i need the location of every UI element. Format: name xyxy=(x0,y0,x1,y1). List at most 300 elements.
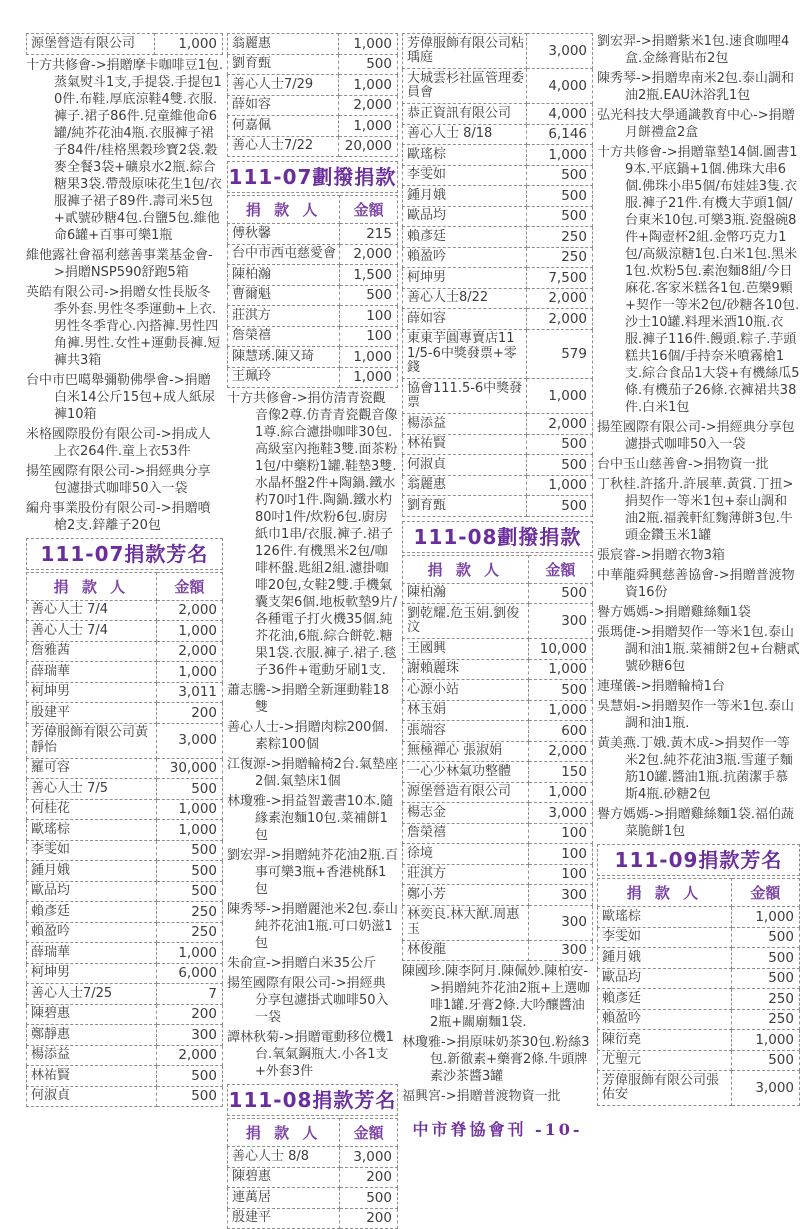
amount-cell: 500 xyxy=(340,1188,398,1209)
donation-table xyxy=(597,878,800,1106)
donor-name-cell: 陳碧惠 xyxy=(27,1004,157,1025)
donor-name-cell: 李雯如 xyxy=(27,840,157,861)
donor-name-cell: 善心人士8/22 xyxy=(403,288,527,309)
table-row xyxy=(228,54,398,75)
amount-cell: 300 xyxy=(528,604,592,639)
donation-entry: 陳秀琴->捐贈卑南米2包.泰山調和油2瓶.EAU沐浴乳1包 xyxy=(597,71,794,103)
donor-name-cell: 薛瑞華 xyxy=(27,662,157,683)
donor-name-cell: 張端容 xyxy=(403,721,529,742)
amount-cell: 1,500 xyxy=(340,265,398,286)
donation-table xyxy=(402,555,593,962)
table-row xyxy=(598,1009,800,1030)
table-row xyxy=(228,244,398,265)
amount-cell: 500 xyxy=(156,881,222,902)
table-row xyxy=(403,165,593,186)
amount-cell: 100 xyxy=(340,326,398,347)
amount-cell: 20,000 xyxy=(339,136,398,157)
table-row xyxy=(598,1050,800,1071)
amount-cell: 2,000 xyxy=(156,600,222,621)
donation-entry: 劉宏羿->捐贈紫米1包.速食咖哩4盒.金絲膏貼布2包 xyxy=(597,34,790,66)
amount-cell: 500 xyxy=(731,927,799,948)
amount-cell: 1,000 xyxy=(156,799,222,820)
table-row xyxy=(403,885,593,906)
donor-name-cell: 林祐賢 xyxy=(27,1066,157,1087)
amount-cell: 2,000 xyxy=(156,1045,222,1066)
table-row xyxy=(27,723,223,758)
table-row xyxy=(228,95,398,116)
amount-cell: 1,000 xyxy=(156,662,222,683)
column-4-blocks xyxy=(597,33,800,1106)
donation-entry: 連瑾儀->捐贈輪椅1台 xyxy=(597,679,725,694)
donor-header-cell: 捐 款 人 xyxy=(598,879,732,907)
amount-cell: 150 xyxy=(528,762,592,783)
donor-name-cell: 善心人士 8/8 xyxy=(228,1147,340,1168)
table-row xyxy=(228,34,398,55)
section-title: 111-09捐款芳名 xyxy=(597,844,800,876)
donor-name-cell: 歐品均 xyxy=(403,206,527,227)
table-row xyxy=(403,268,593,289)
amount-cell: 2,000 xyxy=(527,288,593,309)
donation-entry: 維他露社會福利慈善事業基金會->捐贈NSP590舒跑5箱 xyxy=(26,247,213,280)
amount-cell: 200 xyxy=(156,703,222,724)
amount-cell: 500 xyxy=(340,285,398,306)
donation-entry: 張宸睿->捐贈衣物3箱 xyxy=(597,548,725,563)
amount-cell: 1,000 xyxy=(155,34,223,55)
donation-entry: 揚笙國際有限公司->捐經典分享包濾掛式咖啡50入一袋 xyxy=(597,420,795,452)
table-row xyxy=(403,782,593,803)
donation-entry: 編舟事業股份有限公司->捐贈噴槍2支.鋅離子20包 xyxy=(26,500,211,533)
section-title: 111-07捐款芳名 xyxy=(26,538,223,570)
donor-name-cell: 善心人士7/22 xyxy=(228,136,339,157)
amount-cell: 500 xyxy=(527,186,593,207)
amount-cell: 250 xyxy=(527,247,593,268)
amount-cell: 1,000 xyxy=(156,820,222,841)
table-row xyxy=(403,803,593,824)
table-row xyxy=(27,1045,223,1066)
donor-name-cell: 芳偉服飾有限公司張佑安 xyxy=(598,1071,732,1106)
donation-entry: 米格國際股份有限公司->捐成人上衣264件.童上衣53件 xyxy=(26,426,211,459)
donor-name-cell: 源堡營造有限公司 xyxy=(403,782,529,803)
donor-name-cell: 連萬居 xyxy=(228,1188,340,1209)
amount-cell: 30,000 xyxy=(156,758,222,779)
donation-table xyxy=(227,195,398,388)
table-row xyxy=(598,948,800,969)
donor-name-cell: 莊淇方 xyxy=(228,306,340,327)
table-row xyxy=(403,34,593,69)
table-row xyxy=(403,721,593,742)
amount-cell: 2,000 xyxy=(339,95,398,116)
amount-cell: 300 xyxy=(528,905,592,940)
table-header-row xyxy=(228,196,398,224)
donation-entry: 黃美燕.丁娥.黃木成->捐契作一等米2包.純芥花油3瓶.雪蓮子麵筋10罐.醬油1瓶.抗菌潔手慕斯4瓶.砂糖2包 xyxy=(597,736,793,802)
donation-entry: 十方共修會->捐仿清青瓷觀音像2尊.仿青青瓷觀音像1尊.綜合濾掛咖啡30包.高級室內拖鞋3雙.面茶粉1包/中藥粉1罐.鞋墊3雙.水晶杯盤2件+陶鍋.鐵水杓70吋1件.陶鍋.鐵水杓80吋1件/炊粉6包.廚房紙巾1串/衣服.褲子.裙子126件.有機黑米2包/咖啡杯盤.匙組2組.濾掛咖啡20包,女鞋2雙.手機氣囊支架6個.地板軟墊9片/各種電子打火機35個.純芥花油,6瓶.綜合餅乾.糖果1袋.衣服.褲子.裙子.毯子36件+電動牙刷1支. xyxy=(227,391,398,678)
donor-name-cell: 薛如容 xyxy=(228,95,339,116)
table-row xyxy=(228,1188,398,1209)
table-header-row xyxy=(27,572,223,600)
amount-cell: 1,000 xyxy=(340,347,398,368)
table-row xyxy=(598,1071,800,1106)
amount-header-cell: 金額 xyxy=(156,572,222,600)
amount-cell: 100 xyxy=(528,844,592,865)
amount-cell: 1,000 xyxy=(340,367,398,388)
donor-name-cell: 何淑貞 xyxy=(27,1086,157,1107)
table-row xyxy=(27,922,223,943)
donor-name-cell: 林祐賢 xyxy=(403,434,527,455)
table-row xyxy=(27,662,223,683)
donation-entry: 陳國珍.陳李阿月.陳佩妙.陳柏安->捐贈純芥花油2瓶+上選咖啡1罐.牙膏2條.大吟釀醬油2瓶+關廟麵1袋. xyxy=(402,964,591,1030)
amount-cell: 1,000 xyxy=(527,475,593,496)
donor-name-cell: 歐瑤棕 xyxy=(598,907,732,928)
table-row xyxy=(403,496,593,517)
donation-entry: 吳慧娟->捐贈契作一等米1包.泰山調和油1瓶. xyxy=(597,699,794,731)
table-row xyxy=(228,1167,398,1188)
amount-cell: 1,000 xyxy=(339,116,398,137)
table-row xyxy=(27,779,223,800)
donor-name-cell: 鍾月娥 xyxy=(27,861,157,882)
table-row xyxy=(228,367,398,388)
donor-name-cell: 劉育甄 xyxy=(403,496,527,517)
donation-entry: 台中玉山慈善會->捐物資一批 xyxy=(597,457,769,472)
donor-name-cell: 鄭小芳 xyxy=(403,885,529,906)
section-title: 111-08劃撥捐款 xyxy=(402,521,593,553)
amount-cell: 250 xyxy=(731,1009,799,1030)
donor-name-cell: 賴盈吟 xyxy=(598,1009,732,1030)
donor-name-cell: 劉乾耀.危玉娟.劉俊汶 xyxy=(403,604,529,639)
table-row xyxy=(403,379,593,414)
table-row xyxy=(228,265,398,286)
table-row xyxy=(27,840,223,861)
donation-entry: 台中市巴噶舉彌勒佛學會->捐贈白米14公斤15包+成人紙尿褲10箱 xyxy=(26,372,215,422)
amount-cell: 250 xyxy=(156,922,222,943)
column-4 xyxy=(597,33,800,1131)
donor-name-cell: 詹雅茜 xyxy=(27,641,157,662)
donor-name-cell: 柯坤男 xyxy=(403,268,527,289)
donor-name-cell: 善心人士 8/18 xyxy=(403,124,527,145)
section-title: 111-07劃撥捐款 xyxy=(227,161,398,193)
donor-name-cell: 東東芋圓專賣店111/5-6中獎發票+零錢 xyxy=(403,329,527,379)
donation-entry: 譚林秋菊->捐贈電動移位機1台.氧氣鋼瓶大.小各1支+外套3件 xyxy=(227,1030,394,1079)
donor-name-cell: 薛瑞華 xyxy=(27,943,157,964)
donor-name-cell: 曹爾魁 xyxy=(228,285,340,306)
table-row xyxy=(598,989,800,1010)
donor-name-cell: 翁麗惠 xyxy=(228,34,339,55)
donation-table xyxy=(227,33,398,157)
table-row xyxy=(403,639,593,660)
donation-entry: 十方共修會->捐贈靠墊14個.圖書19本.平底鍋+1個.佛珠大串6個.佛珠小串5個/布娃娃3隻.衣服.褲子21件.有機大芋頭1個/台東米10包.可樂3瓶.瓷盤碗8件+陶壺杯2組.金幣巧克力1包/高級涼糖1包.白米1包.黑米1包.炊粉5包.素泡麵8組/今日麻花.客家米糕各1包.芭樂9顆+契作一等米2包/砂糖各10包.沙士10罐.料理米酒10瓶.衣服.褲子116件.饅頭.粽子.芋頭糕共16個/手持奈米噴霧槍1支.綜合食品1大袋+有機絲瓜5條.有機茄子26條.衣褲裙共38件.白米1包 xyxy=(597,145,800,415)
amount-cell: 500 xyxy=(156,1066,222,1087)
amount-cell: 10,000 xyxy=(528,639,592,660)
amount-cell: 200 xyxy=(156,1004,222,1025)
table-row xyxy=(27,902,223,923)
donation-entry: 劉宏羿->捐贈純芥花油2瓶.百事可樂3瓶+香港桃酥1包 xyxy=(227,848,398,897)
donor-name-cell: 芳偉服飾有限公司黃靜怡 xyxy=(27,723,157,758)
donation-entry: 福興宮->捐贈普渡物資一批 xyxy=(402,1089,561,1104)
table-row xyxy=(228,1147,398,1168)
amount-cell: 4,000 xyxy=(527,69,593,104)
amount-cell: 200 xyxy=(340,1167,398,1188)
table-row xyxy=(403,762,593,783)
donor-header-cell: 捐 款 人 xyxy=(228,196,340,224)
donor-name-cell: 李雯如 xyxy=(403,165,527,186)
amount-cell: 6,146 xyxy=(527,124,593,145)
amount-cell: 300 xyxy=(528,885,592,906)
donor-name-cell: 李雯如 xyxy=(598,927,732,948)
donation-entry: 中華龍舜興慈善協會->捐贈普渡物資16份 xyxy=(597,568,795,600)
amount-cell: 500 xyxy=(527,165,593,186)
donation-entry: 善心人士->捐贈肉粽200個.素粽100個 xyxy=(227,720,389,752)
donor-name-cell: 善心人士 7/4 xyxy=(27,621,157,642)
table-row xyxy=(27,621,223,642)
amount-cell: 3,011 xyxy=(156,682,222,703)
donor-name-cell: 林俊龍 xyxy=(403,940,529,961)
table-row xyxy=(27,1086,223,1107)
amount-cell: 3,000 xyxy=(340,1147,398,1168)
donor-name-cell: 羅可容 xyxy=(27,758,157,779)
donor-name-cell: 無極禪心 張淑娟 xyxy=(403,741,529,762)
table-row xyxy=(403,604,593,639)
table-row xyxy=(403,741,593,762)
amount-cell: 3,000 xyxy=(156,723,222,758)
donor-name-cell: 林奕良.林大猷.周惠玉 xyxy=(403,905,529,940)
amount-cell: 2,000 xyxy=(528,741,592,762)
donor-name-cell: 陳碧惠 xyxy=(228,1167,340,1188)
amount-cell: 100 xyxy=(340,306,398,327)
donor-name-cell: 賴盈吟 xyxy=(403,247,527,268)
donor-header-cell: 捐 款 人 xyxy=(403,555,529,583)
amount-cell: 500 xyxy=(527,434,593,455)
table-row xyxy=(403,455,593,476)
donor-name-cell: 詹榮禧 xyxy=(403,823,529,844)
donor-name-cell: 何嘉佩 xyxy=(228,116,339,137)
donor-name-cell: 歐品均 xyxy=(598,968,732,989)
donation-entry: 江復源->捐贈輪椅2台.氣墊座2個.氣墊床1個 xyxy=(227,757,398,789)
amount-cell: 215 xyxy=(340,224,398,245)
table-row xyxy=(403,227,593,248)
donor-name-cell: 歐瑤棕 xyxy=(27,820,157,841)
table-row xyxy=(598,927,800,948)
donation-entry: 陳秀琴->捐贈麗池米2包.泰山純芥花油1瓶.可口奶滋1包 xyxy=(227,902,398,951)
table-row xyxy=(403,329,593,379)
amount-cell: 1,000 xyxy=(339,75,398,96)
donor-name-cell: 賴彥廷 xyxy=(27,902,157,923)
donor-name-cell: 鍾月娥 xyxy=(403,186,527,207)
table-row xyxy=(403,145,593,166)
donor-name-cell: 賴彥廷 xyxy=(403,227,527,248)
amount-cell: 2,000 xyxy=(156,641,222,662)
table-row xyxy=(228,75,398,96)
table-row xyxy=(228,224,398,245)
amount-cell: 6,000 xyxy=(156,963,222,984)
table-row xyxy=(27,703,223,724)
table-row xyxy=(27,943,223,964)
table-row xyxy=(27,600,223,621)
table-row xyxy=(27,820,223,841)
donation-entry: 林瓊雅->捐原味奶茶30包.粉絲3包.新徹素+藥膏2條.牛頭牌素沙茶醬3罐 xyxy=(402,1035,590,1084)
donor-name-cell: 陳慧琇.陳又琦 xyxy=(228,347,340,368)
donation-entry: 十方共修會->捐贈摩卡咖啡豆1包.蒸氣熨斗1支,手提袋.手提包10件.布鞋.厚底涼鞋4雙.衣服.褲子.裙子86件.兒童維他命6罐/純芥花油4瓶.衣服褲子裙子84件/桂格黑穀珍寶2袋.穀麥全餐3袋+礦泉水2瓶.綜合糖果3袋.帶殼原味花生1包/衣服褲子裙子89件.壽司米5包+貳號砂糖4包.台鹽5包.維他命6罐+百事可樂1瓶 xyxy=(26,57,223,243)
donor-name-cell: 善心人士 7/4 xyxy=(27,600,157,621)
amount-cell: 1,000 xyxy=(339,34,398,55)
donor-name-cell: 楊添益 xyxy=(27,1045,157,1066)
amount-cell: 500 xyxy=(528,583,592,604)
donor-name-cell: 楊添益 xyxy=(403,414,527,435)
donor-name-cell: 徐境 xyxy=(403,844,529,865)
amount-cell: 500 xyxy=(731,1050,799,1071)
amount-cell: 1,000 xyxy=(527,145,593,166)
donor-name-cell: 源堡營造有限公司 xyxy=(27,34,155,55)
donation-table xyxy=(402,33,593,517)
table-row xyxy=(27,1004,223,1025)
table-row xyxy=(403,69,593,104)
amount-cell: 1,000 xyxy=(156,621,222,642)
table-row xyxy=(27,881,223,902)
amount-cell: 7 xyxy=(156,984,222,1005)
amount-cell: 500 xyxy=(156,861,222,882)
amount-cell: 3,000 xyxy=(528,803,592,824)
amount-cell: 500 xyxy=(339,54,398,75)
donor-name-cell: 陳柏瀚 xyxy=(228,265,340,286)
donation-entry: 揚笙國際有限公司->捐經典分享包濾掛式咖啡50入一袋 xyxy=(26,463,211,496)
donor-name-cell: 劉育甄 xyxy=(228,54,339,75)
donor-name-cell: 何淑貞 xyxy=(403,455,527,476)
amount-cell: 500 xyxy=(527,496,593,517)
donor-name-cell: 協會111.5-6中獎發票 xyxy=(403,379,527,414)
amount-header-cell: 金額 xyxy=(340,196,398,224)
amount-cell: 3,000 xyxy=(527,34,593,69)
table-row xyxy=(403,659,593,680)
donor-name-cell: 陳柏瀚 xyxy=(403,583,529,604)
donor-name-cell: 芳偉服飾有限公司粘瑀庭 xyxy=(403,34,527,69)
amount-cell: 2,000 xyxy=(527,414,593,435)
amount-cell: 500 xyxy=(156,1086,222,1107)
donor-name-cell: 鄭靜惠 xyxy=(27,1025,157,1046)
amount-cell: 500 xyxy=(156,840,222,861)
amount-cell: 200 xyxy=(340,1208,398,1229)
donation-entry: 林瓊雅->捐益智叢書10本.隨緣素泡麵10包.菜補餅1包 xyxy=(227,794,394,843)
donation-entry: 張瑪倢->捐贈契作一等米1包.泰山調和油1瓶.菜補餅2包+台糖貳號砂糖6包 xyxy=(597,625,800,674)
donor-name-cell: 何桂花 xyxy=(27,799,157,820)
donor-name-cell: 恭正資訊有限公司 xyxy=(403,104,527,125)
donation-table xyxy=(26,572,223,1108)
table-row xyxy=(403,864,593,885)
table-row xyxy=(228,1208,398,1229)
column-3 xyxy=(402,33,593,1139)
donor-name-cell: 殷建平 xyxy=(27,703,157,724)
donation-entry: 丁秋桂.許搖升.許展華.黃賞.丁扭>捐契作一等米1包+泰山調和油2瓶.福義軒紅麴薄餅3包.牛頭金鑽玉米1罐 xyxy=(597,477,794,543)
table-row xyxy=(403,288,593,309)
amount-cell: 600 xyxy=(528,721,592,742)
table-row xyxy=(403,475,593,496)
table-row xyxy=(228,326,398,347)
amount-cell: 500 xyxy=(156,779,222,800)
column-2 xyxy=(227,33,398,1226)
amount-cell: 300 xyxy=(156,1025,222,1046)
amount-cell: 300 xyxy=(528,940,592,961)
table-row xyxy=(403,104,593,125)
donor-name-cell: 殷建平 xyxy=(228,1208,340,1229)
donor-name-cell: 一心少林氣功整體 xyxy=(403,762,529,783)
table-header-row xyxy=(403,555,593,583)
donor-name-cell: 楊志金 xyxy=(403,803,529,824)
donor-name-cell: 柯坤男 xyxy=(27,963,157,984)
table-row xyxy=(598,968,800,989)
amount-cell: 1,000 xyxy=(528,782,592,803)
table-row xyxy=(27,682,223,703)
donor-name-cell: 善心人士7/25 xyxy=(27,984,157,1005)
table-header-row xyxy=(228,1119,398,1147)
table-row xyxy=(403,414,593,435)
amount-cell: 1,000 xyxy=(528,659,592,680)
amount-cell: 4,000 xyxy=(527,104,593,125)
donor-name-cell: 柯坤男 xyxy=(27,682,157,703)
amount-cell: 3,000 xyxy=(731,1071,799,1106)
table-row xyxy=(403,823,593,844)
table-row xyxy=(27,34,223,55)
donor-name-cell: 心源小站 xyxy=(403,680,529,701)
table-row xyxy=(27,1025,223,1046)
donor-header-cell: 捐 款 人 xyxy=(228,1119,340,1147)
table-row xyxy=(403,583,593,604)
table-row xyxy=(27,641,223,662)
donation-entry: 朱俞宣->捐贈白米35公斤 xyxy=(227,956,377,971)
amount-cell: 500 xyxy=(527,206,593,227)
donor-name-cell: 莊淇方 xyxy=(403,864,529,885)
donation-entry: 譽方媽媽->捐贈雞絲麵1袋.福伯蔬菜脆餅1包 xyxy=(597,807,794,839)
amount-header-cell: 金額 xyxy=(528,555,592,583)
donor-name-cell: 善心人士 7/5 xyxy=(27,779,157,800)
table-row xyxy=(27,984,223,1005)
amount-cell: 100 xyxy=(528,823,592,844)
donor-name-cell: 善心人士7/29 xyxy=(228,75,339,96)
table-row xyxy=(27,963,223,984)
donor-name-cell: 薛如容 xyxy=(403,309,527,330)
table-row xyxy=(403,844,593,865)
donor-name-cell: 歐瑤棕 xyxy=(403,145,527,166)
amount-cell: 1,000 xyxy=(156,943,222,964)
table-row xyxy=(403,680,593,701)
donor-name-cell: 賴彥廷 xyxy=(598,989,732,1010)
donation-table xyxy=(227,1118,398,1229)
amount-cell: 500 xyxy=(528,680,592,701)
table-row xyxy=(27,1066,223,1087)
donor-name-cell: 謝賴麗珠 xyxy=(403,659,529,680)
donation-entry: 揚笙國際有限公司->捐經典分享包濾掛式咖啡50入一袋 xyxy=(227,976,389,1025)
amount-header-cell: 金額 xyxy=(731,879,799,907)
table-row xyxy=(598,907,800,928)
amount-cell: 250 xyxy=(156,902,222,923)
donor-name-cell: 傅秋馨 xyxy=(228,224,340,245)
table-row xyxy=(403,700,593,721)
donor-name-cell: 賴盈吟 xyxy=(27,922,157,943)
table-header-row xyxy=(598,879,800,907)
amount-cell: 500 xyxy=(527,455,593,476)
column-3-blocks xyxy=(402,33,593,1105)
donor-name-cell: 大城雲杉社區管理委員會 xyxy=(403,69,527,104)
table-row xyxy=(228,285,398,306)
donor-header-cell: 捐 款 人 xyxy=(27,572,157,600)
amount-cell: 2,000 xyxy=(340,244,398,265)
column-1-blocks xyxy=(26,33,223,1107)
donor-name-cell: 林玉娟 xyxy=(403,700,529,721)
table-row xyxy=(27,861,223,882)
table-row xyxy=(27,758,223,779)
amount-cell: 1,000 xyxy=(528,700,592,721)
amount-cell: 7,500 xyxy=(527,268,593,289)
table-row xyxy=(228,347,398,368)
table-row xyxy=(228,116,398,137)
donation-entry: 譽方媽媽->捐贈雞絲麵1袋 xyxy=(597,605,751,620)
donation-entry: 蕭志騰->捐贈全新運動鞋18雙 xyxy=(227,683,390,715)
